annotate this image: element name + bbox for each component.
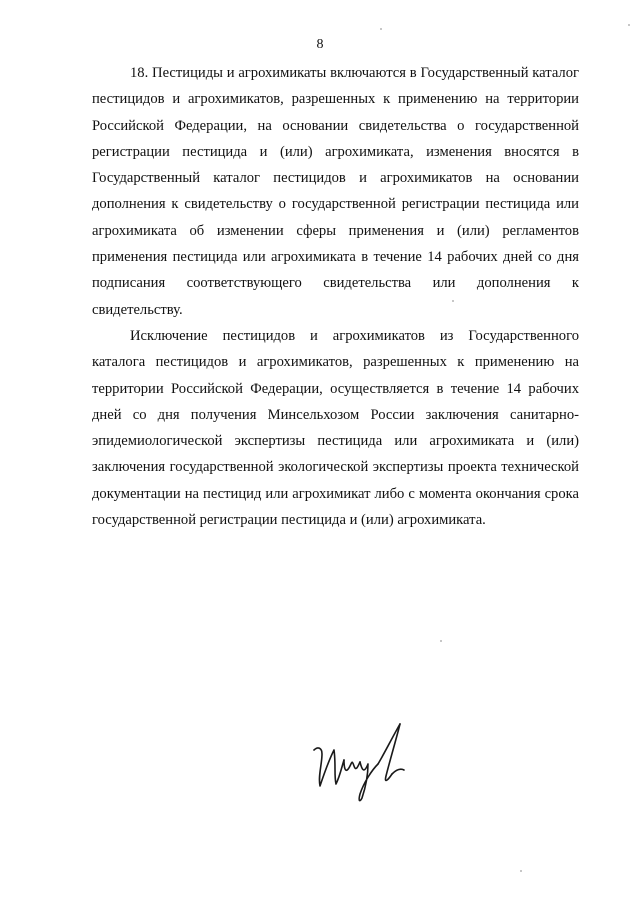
scan-speck: [628, 24, 630, 26]
scan-speck: [520, 870, 522, 872]
scan-speck: [452, 300, 454, 302]
paragraph-18: 18. Пестициды и агрохимикаты включаются в Государственный каталог пестицидов и агрохимикатов, разрешенных к применению на территории Российской Федерации, на основании свидетельства о государственной регистрации пестицида и (или) агрохимиката, изменения вносятся в Государственный каталог пестицидов и агрохимикатов на основании дополнения к свидетельству о государственной регистрации пестицида или агрохимиката об изменении сферы применения и (или) регламентов применения пестицида или агрохимиката в течение 14 рабочих дней со дня подписания соответствующего свидетельства или дополнения к свидетельству.: [92, 65, 579, 318]
handwritten-signature: [312, 720, 412, 810]
paragraph-exclusion: Исключение пестицидов и агрохимикатов из Государственного каталога пестицидов и агрохимикатов, разрешенных к применению на территории Российской Федерации, осуществляется в течение 14 рабочих дней со дня получения Минсельхозом России заключения санитарно-эпидемиологической экспертизы пестицида или агрохимиката и (или) заключения государственной экологической экспертизы проекта технической документации на пестицид или агрохимикат либо с момента окончания срока государственной регистрации пестицида и (или) агрохимиката.: [92, 327, 579, 529]
document-body: [92, 60, 579, 533]
scan-speck: [440, 640, 442, 642]
page-number: 8: [316, 37, 324, 52]
scan-speck: [380, 28, 382, 30]
